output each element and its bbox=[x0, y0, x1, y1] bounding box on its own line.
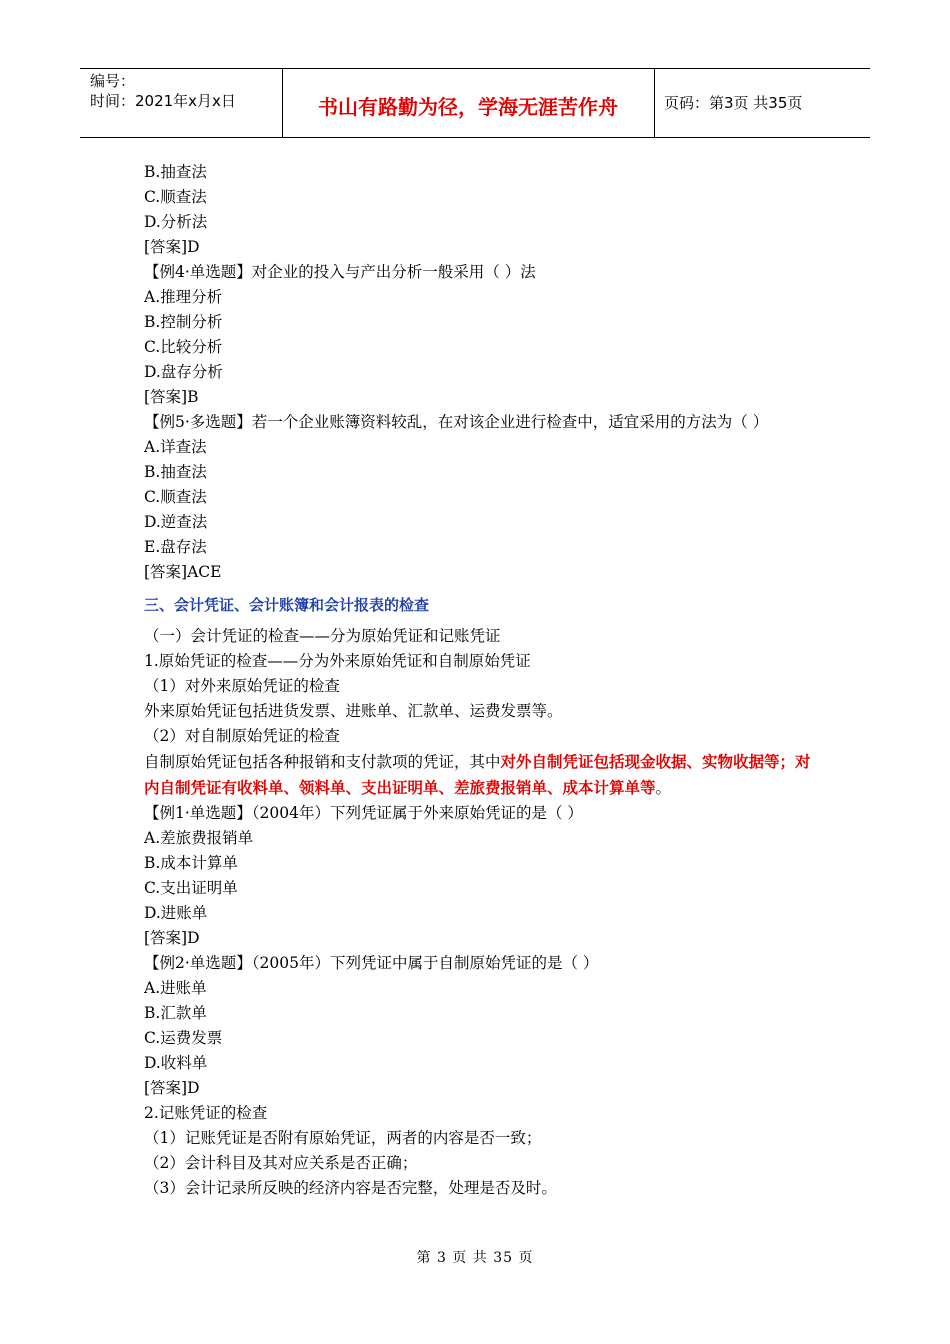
page-number-label: 页码：第3页 共35页 bbox=[664, 94, 803, 112]
option-b: B.成本计算单 bbox=[144, 854, 238, 872]
section-heading: 三、会计凭证、会计账簿和会计报表的检查 bbox=[144, 596, 430, 614]
paragraph: 2.记账凭证的检查 bbox=[144, 1104, 268, 1122]
number-label: 编号： bbox=[90, 72, 136, 90]
option-d: D.盘存分析 bbox=[144, 363, 223, 381]
option-a: A.进账单 bbox=[144, 979, 207, 997]
option-a: A.详查法 bbox=[144, 438, 207, 456]
paragraph: 外来原始凭证包括进货发票、进账单、汇款单、运费发票等。 bbox=[144, 702, 563, 720]
paragraph: 1.原始凭证的检查——分为外来原始凭证和自制原始凭证 bbox=[144, 652, 531, 670]
answer: [答案]D bbox=[144, 1079, 200, 1097]
option-d: D.进账单 bbox=[144, 904, 208, 922]
subsection-heading: （一）会计凭证的检查——分为原始凭证和记账凭证 bbox=[144, 627, 501, 645]
option-a: A.差旅费报销单 bbox=[144, 829, 254, 847]
question-example-1: 【例1·单选题】（2004年）下列凭证属于外来原始凭证的是（ ） bbox=[144, 804, 583, 822]
paragraph-period: 。 bbox=[655, 779, 672, 797]
header-motto-cell bbox=[282, 69, 655, 137]
answer: [答案]ACE bbox=[144, 563, 222, 581]
option-c: C.比较分析 bbox=[144, 338, 223, 356]
page-footer: 第 3 页 共 35 页 bbox=[416, 1250, 534, 1266]
header-page-cell bbox=[654, 69, 870, 137]
option-c: C.顺查法 bbox=[144, 188, 207, 206]
paragraph: （2）对自制原始凭证的检查 bbox=[144, 727, 340, 745]
document-body bbox=[144, 160, 824, 1201]
highlighted-text: 对外自制凭证包括现金收据、实物收据等；对内自制凭证有收料单、领料单、支出证明单、差旅费报销单、成本计算单等 bbox=[144, 752, 811, 797]
option-a: A.推理分析 bbox=[144, 288, 223, 306]
option-b: B.抽查法 bbox=[144, 163, 207, 181]
option-e: E.盘存法 bbox=[144, 538, 207, 556]
paragraph-self-made-vouchers bbox=[144, 749, 824, 801]
date-label: 时间：2021年x月x日 bbox=[90, 92, 236, 110]
option-b: B.控制分析 bbox=[144, 313, 223, 331]
option-c: C.顺查法 bbox=[144, 488, 207, 506]
paragraph: （1）对外来原始凭证的检查 bbox=[144, 677, 340, 695]
option-c: C.支出证明单 bbox=[144, 879, 238, 897]
question-example-2: 【例2·单选题】（2005年）下列凭证中属于自制原始凭证的是（ ） bbox=[144, 954, 599, 972]
answer: [答案]D bbox=[144, 929, 200, 947]
paragraph-text: 自制原始凭证包括各种报销和支付款项的凭证，其中 bbox=[144, 753, 501, 771]
option-c: C.运费发票 bbox=[144, 1029, 223, 1047]
answer: [答案]D bbox=[144, 238, 200, 256]
option-d: D.逆查法 bbox=[144, 513, 208, 531]
option-b: B.抽查法 bbox=[144, 463, 207, 481]
option-b: B.汇款单 bbox=[144, 1004, 207, 1022]
option-d: D.分析法 bbox=[144, 213, 208, 231]
paragraph: （2）会计科目及其对应关系是否正确； bbox=[144, 1154, 418, 1172]
page-header bbox=[80, 68, 870, 138]
option-d: D.收料单 bbox=[144, 1054, 208, 1072]
answer: [答案]B bbox=[144, 388, 199, 406]
question-example-5: 【例5·多选题】若一个企业账簿资料较乱，在对该企业进行检查中，适宜采用的方法为（ ） bbox=[144, 413, 769, 431]
motto: 书山有路勤为径，学海无涯苦作舟 bbox=[318, 95, 618, 119]
question-example-4: 【例4·单选题】对企业的投入与产出分析一般采用（ ）法 bbox=[144, 263, 536, 281]
header-meta bbox=[80, 69, 283, 137]
paragraph: （1）记账凭证是否附有原始凭证，两者的内容是否一致； bbox=[144, 1129, 542, 1147]
paragraph: （3）会计记录所反映的经济内容是否完整，处理是否及时。 bbox=[144, 1179, 557, 1197]
